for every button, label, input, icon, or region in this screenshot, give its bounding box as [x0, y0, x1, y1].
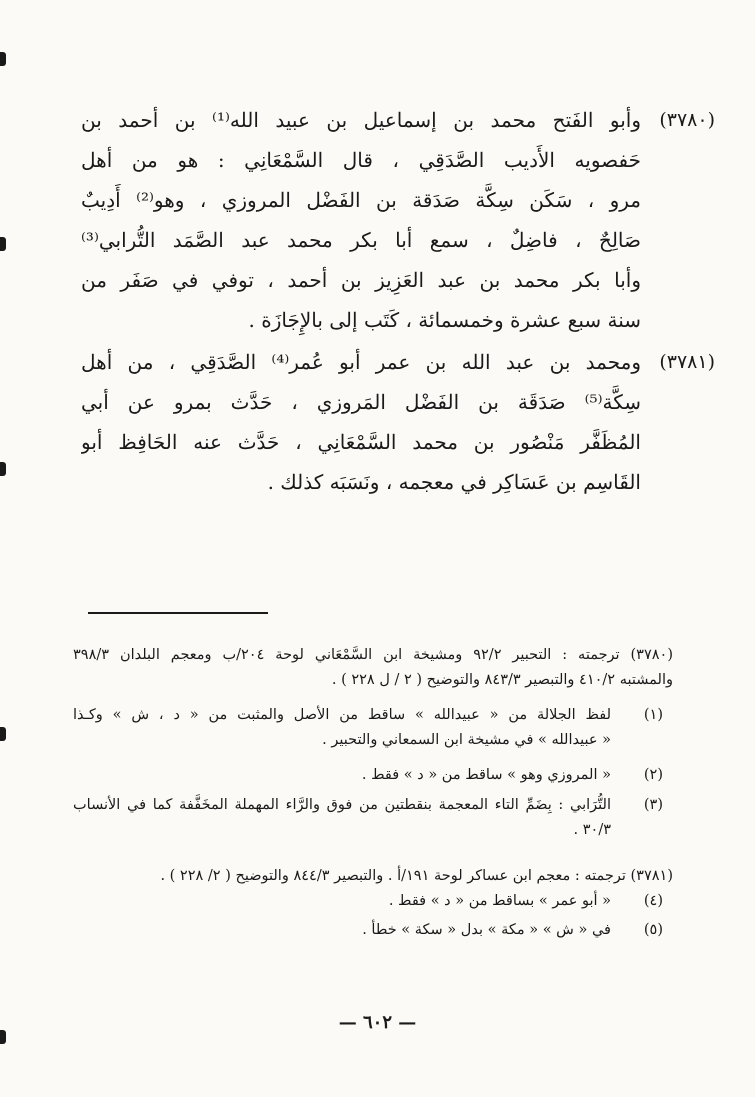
footnote-separator: [88, 612, 268, 614]
entry-line: سِكَّة⁽⁵⁾ صَدَقَة بن الفَضْل المَروزي ، حَدَّث بمرو عن أبي: [81, 390, 641, 414]
footnote-line: في « ش » « مكة » بدل « سكة » خطأ .: [362, 922, 611, 938]
footnote-line: « أبو عمر » بساقط من « د » فقط .: [388, 893, 611, 909]
entry-body: [81, 342, 641, 502]
footnote-item: [73, 889, 663, 914]
footnote-number: (٣): [643, 797, 663, 813]
footnote-source-3780: [73, 643, 673, 693]
footnote-line: « المروزي وهو » ساقط من « د » فقط .: [361, 767, 611, 783]
footnote-list-2: [73, 889, 663, 943]
entry-body: [81, 100, 641, 340]
footnote-line: التُّرَابي : بِضَمِّ التاء المعجمة بنقطتين من فوق والرَّاء المهملة المخَفَّفة كما في الأنساب: [73, 797, 611, 813]
entry-line: صَالِحٌ ، فاضِلٌ ، سمع أبا بكر محمد عبد الصَّمَد التُّرابي⁽³⁾: [81, 228, 641, 252]
footnote-line: ٣٠/٣ .: [573, 822, 611, 838]
footnote-item: [73, 703, 663, 753]
entry-line: المُظَفَّر مَنْصُور بن محمد السَّمْعَانِي ، حَدَّث عنه الحَافِظ أبو: [81, 430, 641, 454]
footnote-number: (٢): [643, 767, 663, 783]
entry-line: وأبو الفَتح محمد بن إسماعيل بن عبيد الله⁽¹⁾ بن أحمد بن: [81, 108, 641, 132]
entry-number: (٣٧٨١): [659, 351, 715, 373]
footnote-line: والمشتبه ٤١٠/٢ والتبصير ٨٤٣/٣ والتوضيح ( ٢ / ل ٢٢٨ ) .: [331, 672, 673, 688]
entry-line: القَاسِم بن عَسَاكِر في معجمه ، ونَسَبَه كذلك .: [267, 470, 641, 494]
footnote-item: [73, 793, 663, 843]
footnote-item: [73, 763, 663, 788]
entry-line: مرو ، سَكَن سِكَّة صَدَقة بن الفَضْل المروزي ، وهو⁽²⁾ أَدِيبٌ: [81, 188, 641, 212]
entry-number: (٣٧٨٠): [659, 109, 715, 131]
footnote-line: (٣٧٨١) ترجمته : معجم ابن عساكر لوحة ١٩١/أ . والتبصير ٨٤٤/٣ والتوضيح ( ٢/ ٢٢٨ ) .: [160, 868, 673, 884]
footnote-line: « عبيدالله » في مشيخة ابن السمعاني والتحبير .: [322, 732, 611, 748]
footnote-source-3781: [73, 864, 673, 889]
page-number: — ٦٠٢ —: [338, 1012, 417, 1033]
footnote-line: (٣٧٨٠) ترجمته : التحبير ٩٢/٢ ومشيخة ابن السَّمْعَاني لوحة ٢٠٤/ب ومعجم البلدان ٣٩٨/٣: [73, 647, 673, 663]
footnote-number: (٥): [643, 922, 663, 938]
entry-line: سنة سبع عشرة وخمسمائة ، كَتَب إلى بالإِجَازَة .: [248, 308, 641, 332]
footnote-number: (٤): [643, 893, 663, 909]
footnote-number: (١): [643, 707, 663, 723]
footnote-item: [73, 918, 663, 943]
entry-line: حَفصويه الأَديب الصَّدَقِي ، قال السَّمْعَانِي : هو من أهل: [81, 148, 641, 172]
footnote-list-1: [73, 703, 663, 843]
entry-line: ومحمد بن عبد الله بن عمر أبو عُمر⁽⁴⁾ الصَّدَقِي ، من أهل: [81, 350, 641, 374]
entry-line: وأبا بكر محمد بن عبد العَزِيز بن أحمد ، توفي في صَفَر من: [81, 268, 641, 292]
footnote-line: لفظ الجلالة من « عبيدالله » ساقط من الأصل والمثبت من « د ، ش » وكـذا: [73, 707, 611, 723]
